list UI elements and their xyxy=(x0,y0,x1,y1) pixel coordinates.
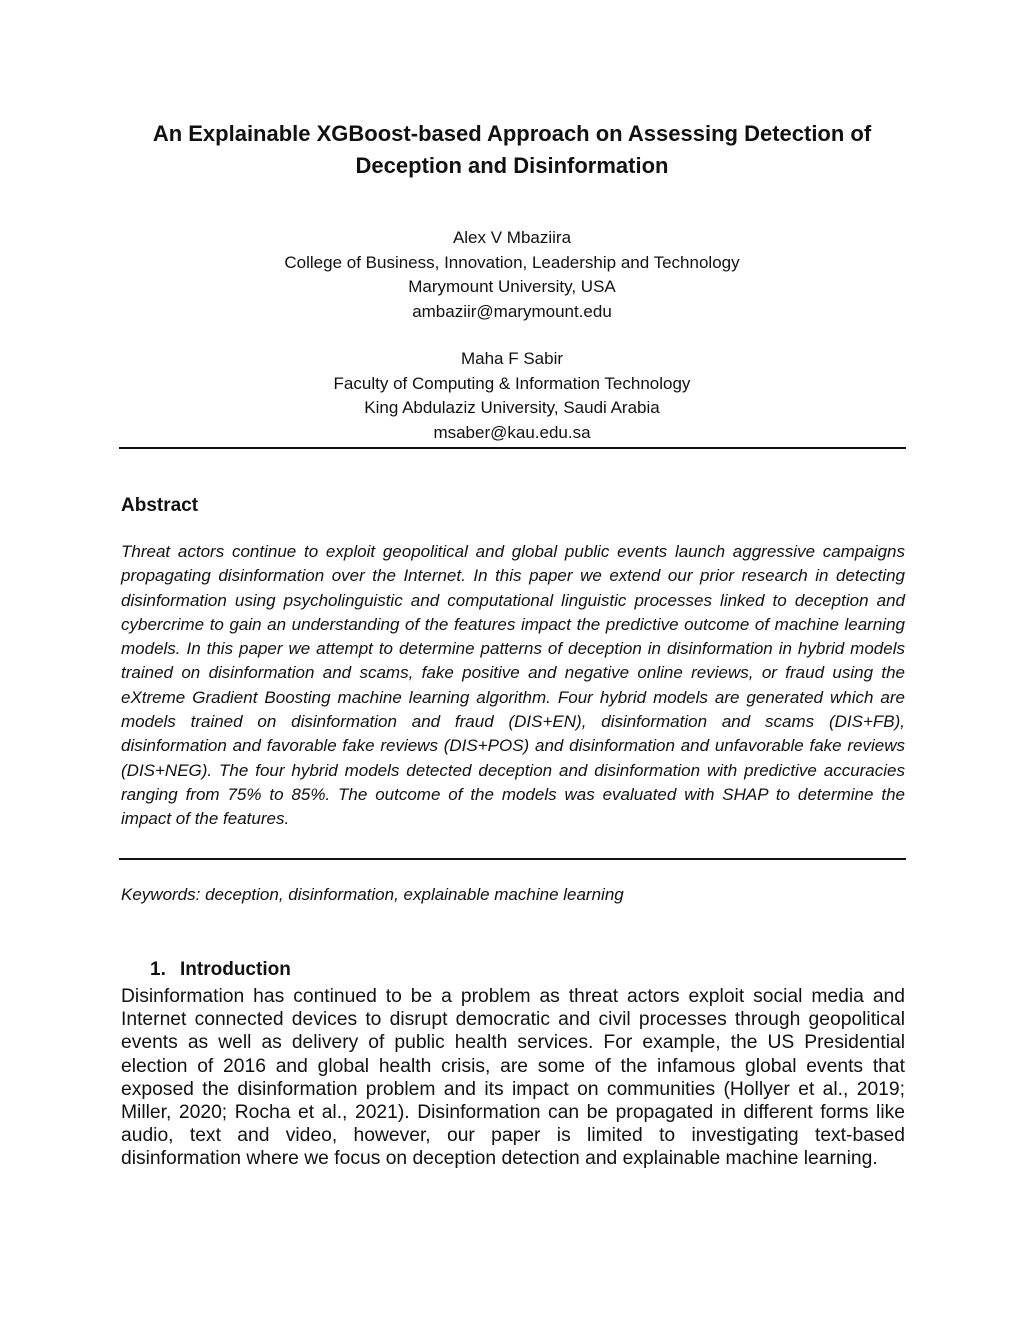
title-line-1: An Explainable XGBoost-based Approach on Assessing Detection of xyxy=(152,121,872,146)
author-email: ambaziir@marymount.edu xyxy=(412,301,612,321)
abstract-top-divider xyxy=(119,447,906,449)
abstract-text: Threat actors continue to exploit geopolitical and global public events launch aggressive campaigns propagating disinformation over the Internet. In this paper we extend our prior research in detecting disinformation using psycholinguistic and computational linguistic processes linked to deception and cybercrime to gain an understanding of the features impact the predictive outcome of machine learning models. In this paper we attempt to determine patterns of deception in disinformation in hybrid models trained on disinformation and scams, fake positive and negative online reviews, or fraud using the eXtreme Gradient Boosting machine learning algorithm. Four hybrid models are generated which are models trained on disinformation and fraud (DIS+EN), disinformation and scams (DIS+FB), disinformation and favorable fake reviews (DIS+POS) and disinformation and unfavorable fake reviews (DIS+NEG). The four hybrid models detected deception and disinformation with predictive accuracies ranging from 75% to 85%. The outcome of the models was evaluated with SHAP to determine the impact of the features. xyxy=(121,542,905,829)
abstract-heading: Abstract xyxy=(121,495,199,516)
author-block-2 xyxy=(100,347,924,445)
section-number: 1. xyxy=(150,959,166,980)
section-heading-introduction xyxy=(150,959,291,981)
abstract-bottom-divider xyxy=(119,858,906,860)
section-title: Introduction xyxy=(180,959,291,980)
author-name: Alex V Mbaziira xyxy=(452,228,572,247)
introduction-paragraph: Disinformation has continued to be a problem as threat actors exploit social media and Internet connected devices to disrupt democratic and civil processes through geopolitical events as well as delivery of public health services. For example, the US Presidential election of 2016 and global health crisis, are some of the infamous global events that exposed the disinformation problem and its impact on communities (Hollyer et al., 2019; Miller, 2020; Rocha et al., 2021). Disinformation can be propagated in different forms like audio, text and video, however, our paper is limited to investigating text-based disinformation where we focus on deception detection and explainable machine learning. xyxy=(121,986,905,1170)
author-institution: King Abdulaziz University, Saudi Arabia xyxy=(364,398,660,417)
paper-title xyxy=(100,118,924,182)
title-line-2: Deception and Disinformation xyxy=(355,153,669,178)
author-name: Maha F Sabir xyxy=(460,349,564,368)
author-department: Faculty of Computing & Information Technology xyxy=(333,373,691,393)
author-department: College of Business, Innovation, Leadership and Technology xyxy=(284,252,740,272)
author-institution: Marymount University, USA xyxy=(408,277,616,296)
keywords: Keywords: deception, disinformation, explainable machine learning xyxy=(121,885,624,904)
author-block-1 xyxy=(100,226,924,324)
author-email: msaber@kau.edu.sa xyxy=(433,422,591,442)
